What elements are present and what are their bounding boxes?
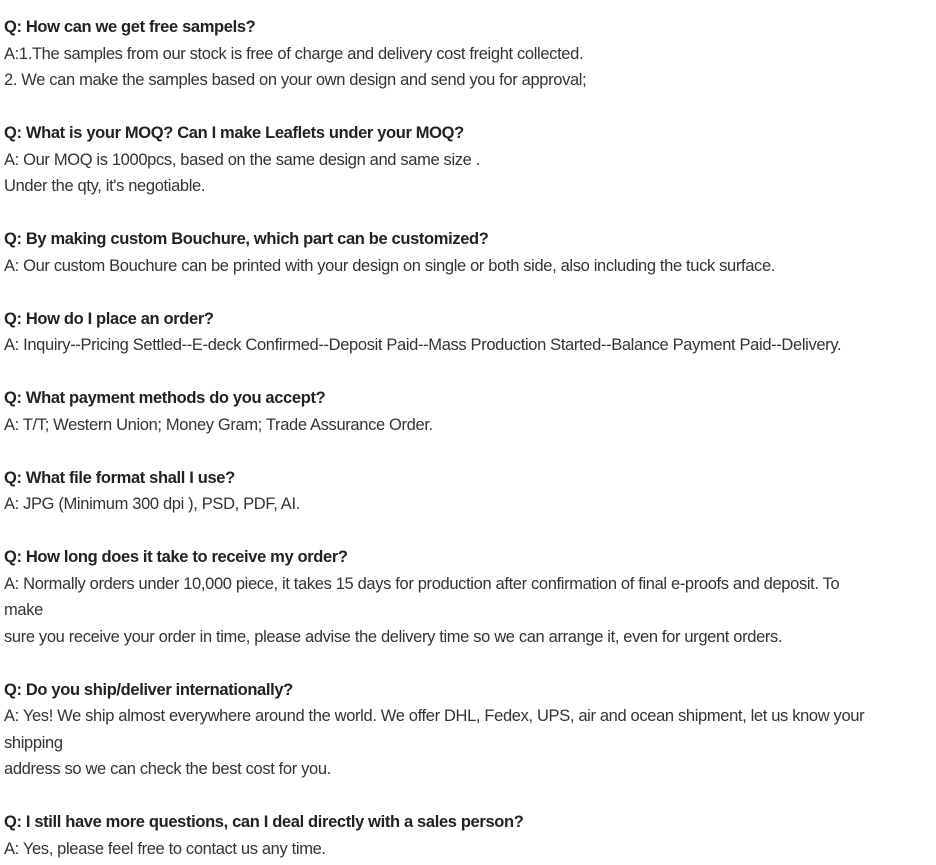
faq-question: Q: What is your MOQ? Can I make Leaflets under your MOQ?	[4, 124, 464, 142]
faq-answer-line: A: Our custom Bouchure can be printed with your design on single or both side, also including the tuck surface.	[4, 256, 776, 275]
faq-answer-line: A: T/T; Western Union; Money Gram; Trade Assurance Order.	[4, 415, 433, 434]
faq-item	[4, 809, 932, 862]
faq-answer-line: address so we can check the best cost for you.	[4, 760, 331, 778]
faq-spacer	[4, 783, 932, 810]
faq-question: Q: How can we get free sampels?	[4, 18, 256, 36]
faq-question: Q: What payment methods do you accept?	[4, 389, 326, 407]
faq-answer-line: A: Yes, please feel free to contact us any time.	[4, 839, 326, 858]
faq-item	[4, 120, 932, 200]
faq-answer-line: sure you receive your order in time, please advise the delivery time so we can arrange it, even for urgent orders.	[4, 627, 783, 646]
faq-item	[4, 14, 932, 94]
faq-answer-line: A:1.The samples from our stock is free of charge and delivery cost freight collected.	[4, 44, 584, 63]
faq-spacer	[4, 279, 932, 306]
faq-item	[4, 385, 932, 438]
faq-question: Q: How do I place an order?	[4, 309, 214, 328]
faq-answer-line: A: Our MOQ is 1000pcs, based on the same design and same size .	[4, 150, 480, 169]
faq-question: Q: Do you ship/deliver internationally?	[4, 680, 293, 699]
faq-item	[4, 544, 932, 650]
faq-spacer	[4, 359, 932, 386]
faq-answer-line: shipping	[4, 733, 63, 752]
faq-answer-line: A: Yes! We ship almost everywhere around the world. We offer DHL, Fedex, UPS, air and ocean shipment, let us know your	[4, 707, 865, 725]
faq-item	[4, 465, 932, 518]
faq-answer-line: Under the qty, it's negotiable.	[4, 177, 206, 195]
faq-answer-line: A: Inquiry--Pricing Settled--E-deck Confirmed--Deposit Paid--Mass Production Started--Balance Payment Paid--Delivery.	[4, 336, 842, 354]
faq-item	[4, 306, 932, 359]
faq-question: Q: I still have more questions, can I deal directly with a sales person?	[4, 813, 524, 831]
faq-item	[4, 677, 932, 783]
faq-spacer	[4, 518, 932, 545]
faq-list	[4, 14, 932, 862]
faq-spacer	[4, 650, 932, 677]
faq-question: Q: What file format shall I use?	[4, 468, 235, 487]
faq-spacer	[4, 200, 932, 227]
faq-answer-line: 2. We can make the samples based on your own design and send you for approval;	[4, 71, 587, 89]
faq-answer-line: make	[4, 601, 43, 619]
faq-item	[4, 226, 932, 279]
faq-answer-line: A: Normally orders under 10,000 piece, it takes 15 days for production after confirmation of final e-proofs and deposit. To	[4, 574, 840, 593]
faq-question: Q: How long does it take to receive my order?	[4, 548, 348, 566]
faq-answer-line: A: JPG (Minimum 300 dpi ), PSD, PDF, AI.	[4, 495, 300, 513]
faq-spacer	[4, 94, 932, 121]
faq-question: Q: By making custom Bouchure, which part can be customized?	[4, 230, 489, 248]
faq-spacer	[4, 438, 932, 465]
